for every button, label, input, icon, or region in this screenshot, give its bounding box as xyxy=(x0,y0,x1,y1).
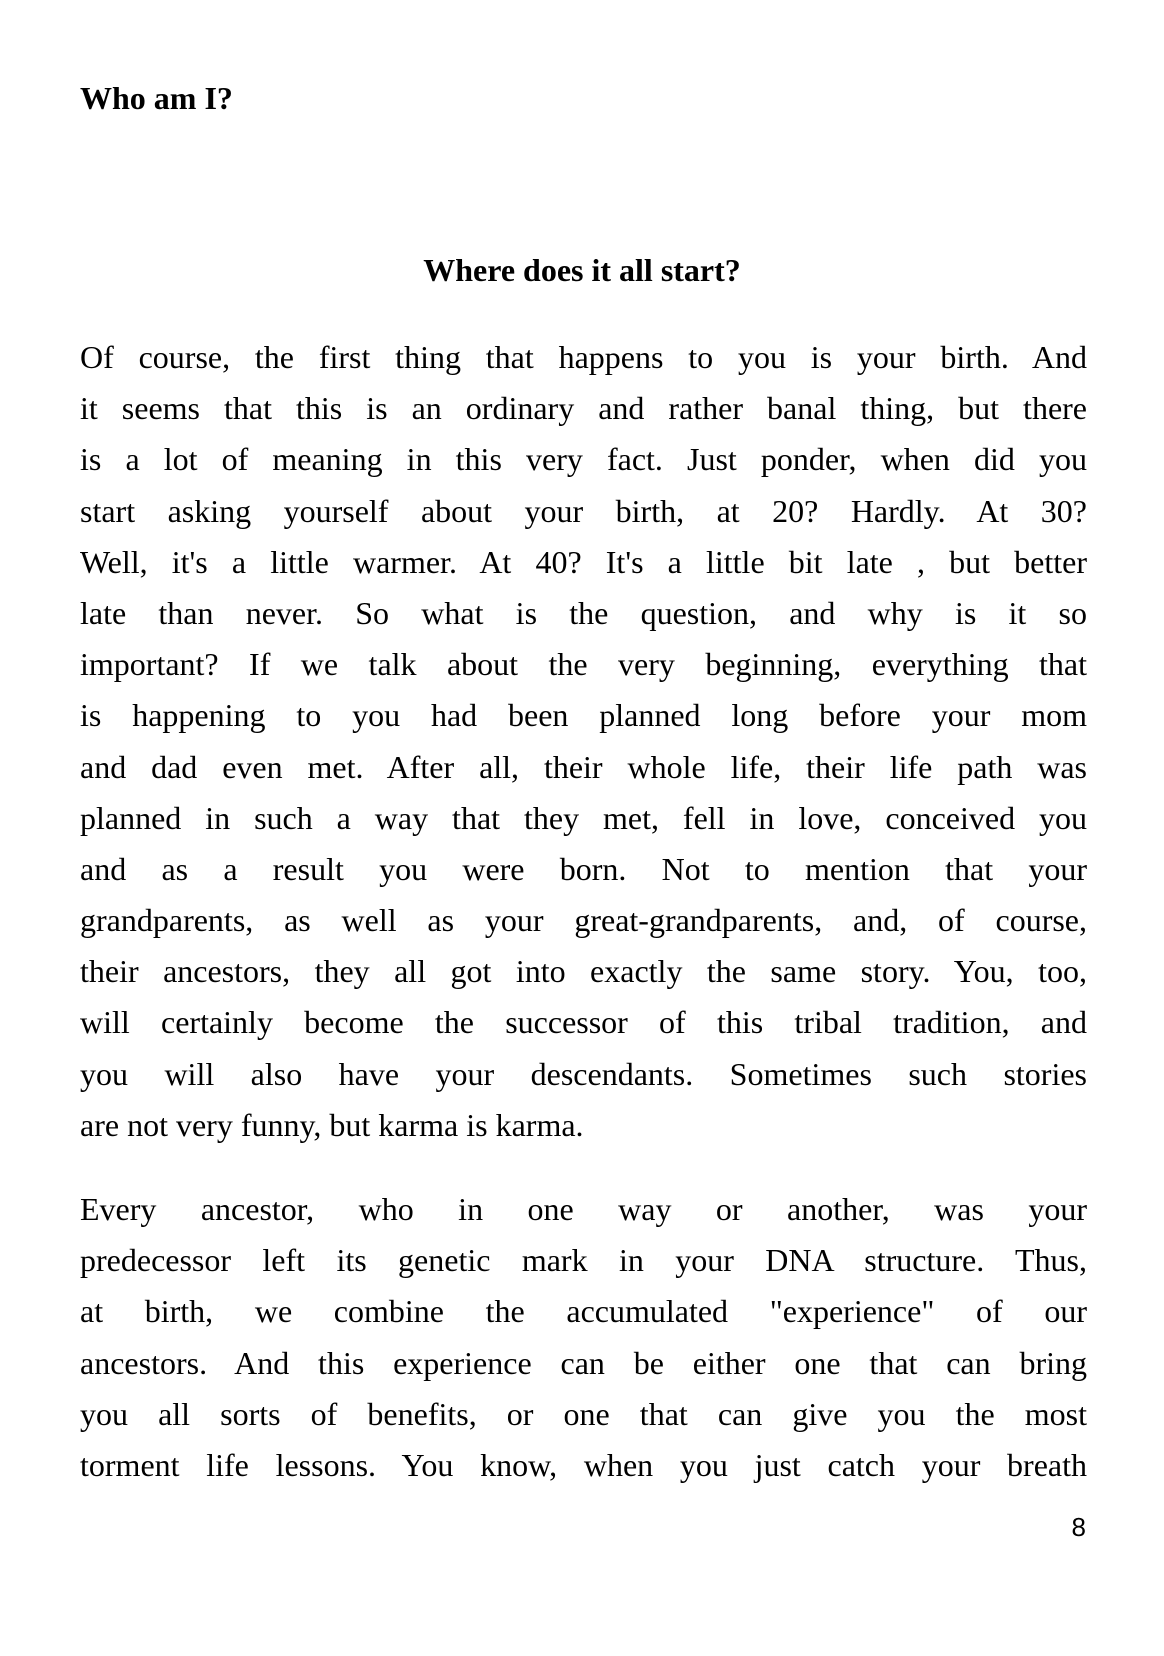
text-line: Of course, the first thing that happens to you is your birth. And xyxy=(80,339,1087,375)
text-line: at birth, we combine the accumulated "experience" of our xyxy=(80,1293,1087,1330)
text-line: ancestors. And this experience can be either one that can bring xyxy=(80,1344,1087,1381)
text-line: and dad even met. After all, their whole life, their life path was xyxy=(80,748,1087,785)
text-line: torment life lessons. You know, when you just catch your breath xyxy=(80,1446,1087,1483)
chapter-title: Who am I? xyxy=(80,80,233,116)
text-line: is happening to you had been planned long before your mom xyxy=(80,697,1087,734)
text-line: you all sorts of benefits, or one that can give you the most xyxy=(80,1395,1087,1432)
text-line: important? If we talk about the very beginning, everything that xyxy=(80,646,1087,683)
text-line: is a lot of meaning in this very fact. Just ponder, when did you xyxy=(80,441,1087,478)
text-line: grandparents, as well as your great-grandparents, and, of course, xyxy=(80,902,1087,939)
text-line: planned in such a way that they met, fell in love, conceived you xyxy=(80,799,1087,836)
page-number: 8 xyxy=(1071,1512,1086,1542)
text-line: predecessor left its genetic mark in your DNA structure. Thus, xyxy=(80,1242,1087,1279)
text-line: their ancestors, they all got into exactly the same story. You, too, xyxy=(80,953,1087,990)
body-paragraph xyxy=(80,1184,1087,1491)
text-line: Every ancestor, who in one way or another, was your xyxy=(80,1191,1087,1227)
text-line: and as a result you were born. Not to mention that your xyxy=(80,850,1087,887)
body-paragraph xyxy=(80,332,1087,1151)
section-title: Where does it all start? xyxy=(423,252,741,288)
text-line: you will also have your descendants. Sometimes such stories xyxy=(80,1055,1087,1092)
text-line: it seems that this is an ordinary and rather banal thing, but there xyxy=(80,390,1087,427)
text-line: are not very funny, but karma is karma. xyxy=(80,1106,584,1143)
text-line: will certainly become the successor of this tribal tradition, and xyxy=(80,1004,1087,1041)
text-line: late than never. So what is the question, and why is it so xyxy=(80,594,1087,631)
text-line: Well, it's a little warmer. At 40? It's a little bit late , but better xyxy=(80,543,1087,580)
text-line: start asking yourself about your birth, at 20? Hardly. At 30? xyxy=(80,492,1087,529)
